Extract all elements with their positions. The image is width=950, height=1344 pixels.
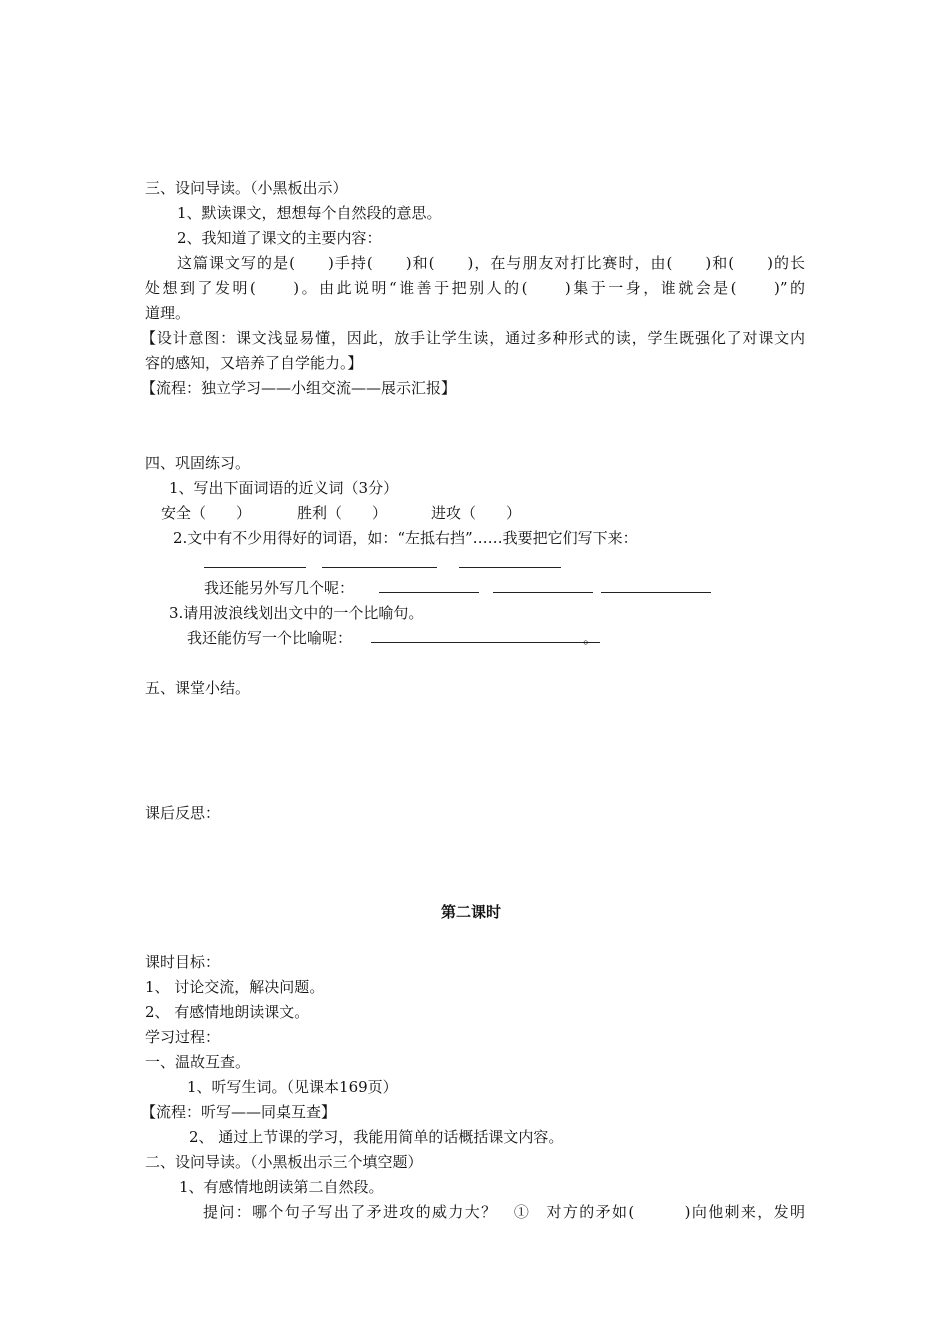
s3-fill-line-2: 处想到了发明( )。由此说明“谁善于把别人的( )集于一身，谁就会是( )”的: [145, 279, 805, 297]
s3-fill-line-1: 这篇课文写的是( )手持( )和( )，在与朋友对打比赛时，由( )和( )的长: [177, 254, 805, 272]
simile-answer-blank[interactable]: [371, 626, 600, 643]
section-5-heading: 五、课堂小结。: [145, 679, 251, 697]
s4-question-3: 3.请用波浪线划出文中的一个比喻句。: [169, 604, 424, 622]
process-1-heading: 一、温故互查。: [145, 1053, 251, 1071]
answer-blank[interactable]: [322, 551, 437, 568]
process-2-heading: 二、设问导读。（小黑板出示三个填空题）: [145, 1153, 423, 1171]
process-2-question: 提问：哪个句子写出了矛进攻的威力大？ ① 对方的矛如( )向他刺来，发明: [203, 1203, 805, 1221]
s4-question-1: 1、写出下面词语的近义词（3分）: [169, 479, 399, 497]
s3-design-line-1: 【设计意图：课文浅显易懂，因此，放手让学生读，通过多种形式的读，学生既强化了对课文内: [141, 329, 805, 347]
s3-question-2: 2、我知道了课文的主要内容：: [177, 229, 382, 247]
s4-question-3b: 我还能仿写一个比喻呢：: [187, 629, 353, 647]
lesson-2-title: 第二课时: [441, 903, 502, 921]
goal-2: 2、 有感情地朗读课文。: [145, 1003, 310, 1021]
s4-question-2b: 我还能另外写几个呢：: [204, 579, 355, 597]
answer-blank[interactable]: [493, 576, 593, 593]
answer-blank[interactable]: [379, 576, 479, 593]
s3-flow: 【流程：独立学习——小组交流——展示汇报】: [141, 379, 457, 397]
s4-question-3b-end: 。: [583, 629, 599, 647]
s4-question-2: 2.文中有不少用得好的词语，如：“左抵右挡”……我要把它们写下来：: [173, 529, 638, 547]
process-heading: 学习过程：: [145, 1028, 221, 1046]
section-3-heading: 三、设问导读。（小黑板出示）: [145, 179, 348, 197]
section-4-heading: 四、巩固练习。: [145, 454, 251, 472]
s4-word-3: 进攻（ ）: [431, 504, 522, 522]
goals-heading: 课时目标：: [145, 953, 221, 971]
process-1-item-2: 2、 通过上节课的学习，我能用简单的话概括课文内容。: [189, 1128, 564, 1146]
goal-1: 1、 讨论交流，解决问题。: [145, 978, 325, 996]
answer-blank[interactable]: [601, 576, 711, 593]
answer-blank[interactable]: [204, 551, 306, 568]
s4-word-1: 安全（ ）: [161, 504, 252, 522]
reflection-label: 课后反思：: [145, 804, 221, 822]
answer-blank[interactable]: [459, 551, 561, 568]
s3-design-line-2: 容的感知，又培养了自学能力。】: [145, 354, 363, 372]
process-1-flow: 【流程：听写——同桌互查】: [141, 1103, 337, 1121]
process-2-item-1: 1、有感情地朗读第二自然段。: [179, 1178, 384, 1196]
process-1-item-1: 1、听写生词。（见课本169页）: [187, 1078, 398, 1096]
s4-word-2: 胜利（ ）: [297, 504, 388, 522]
s3-fill-line-3: 道理。: [145, 304, 191, 322]
s3-question-1: 1、默读课文，想想每个自然段的意思。: [177, 204, 442, 222]
